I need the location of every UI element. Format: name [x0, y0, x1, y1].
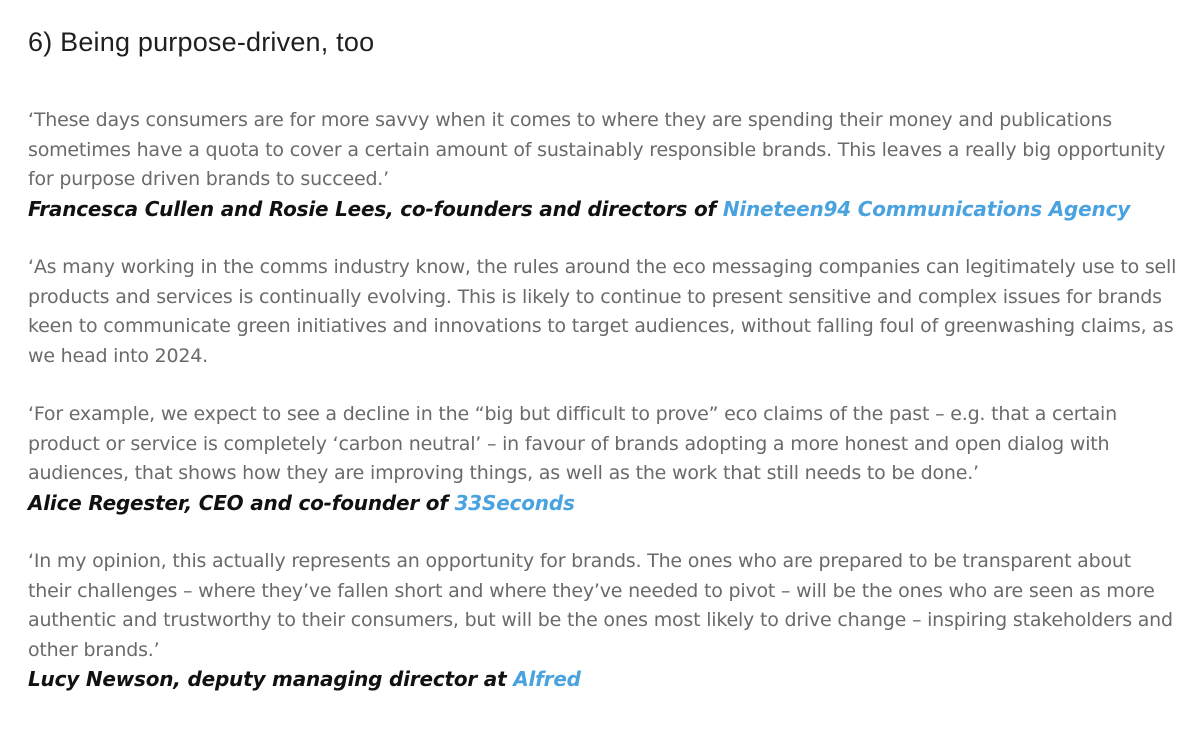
- agency-link[interactable]: 33Seconds: [454, 490, 575, 515]
- quote-attribution: [28, 195, 1178, 225]
- attribution-text: Lucy Newson, deputy managing director at: [28, 667, 514, 691]
- agency-link[interactable]: Alfred: [513, 667, 581, 691]
- quote-paragraph: ‘As many working in the comms industry know, the rules around the eco messaging companies can legitimately use to sell products and services is continually evolving. This is likely to continue to present sensitive and complex issues for brands keen to communicate green initiatives and innovations to target audiences, without falling foul of greenwashing claims, as we head into 2024.: [28, 256, 1177, 367]
- agency-link[interactable]: Nineteen94 Communications Agency: [722, 196, 1131, 221]
- quote-paragraph: ‘In my opinion, this actually represents an opportunity for brands. The ones who are prepared to be transparent about their challenges – where they’ve fallen short and where they’ve needed to pivot – will be the ones who are seen as more authentic and trustworthy to their consumers, but will be the ones most likely to drive change – inspiring stakeholders and other brands.’: [28, 550, 1173, 661]
- quote-attribution: [28, 489, 1178, 519]
- quote-attribution: [28, 665, 1178, 695]
- quote-block: [28, 547, 1178, 695]
- spacer: [28, 371, 1178, 400]
- quote-block: [28, 106, 1178, 224]
- spacer: [28, 518, 1178, 547]
- quote-paragraph: ‘These days consumers are for more savvy when it comes to where they are spending their money and publications sometimes have a quota to cover a certain amount of sustainably responsible brands. This leaves a really big opportunity for purpose driven brands to succeed.’: [28, 109, 1166, 190]
- quote-paragraph: ‘For example, we expect to see a decline in the “big but difficult to prove” eco claims of the past – e.g. that a certain product or service is completely ‘carbon neutral’ – in favour of brands adopting a more honest and open dialog with audiences, that shows how they are improving things, as well as the work that still needs to be done.’: [28, 403, 1117, 484]
- attribution-text: Alice Regester, CEO and co-founder of: [28, 490, 455, 515]
- quote-block: [28, 253, 1178, 518]
- article-section: [28, 22, 1178, 695]
- spacer: [28, 224, 1178, 253]
- attribution-text: Francesca Cullen and Rosie Lees, co-founders and directors of: [28, 196, 723, 221]
- section-heading: 6) Being purpose-driven, too: [28, 27, 375, 57]
